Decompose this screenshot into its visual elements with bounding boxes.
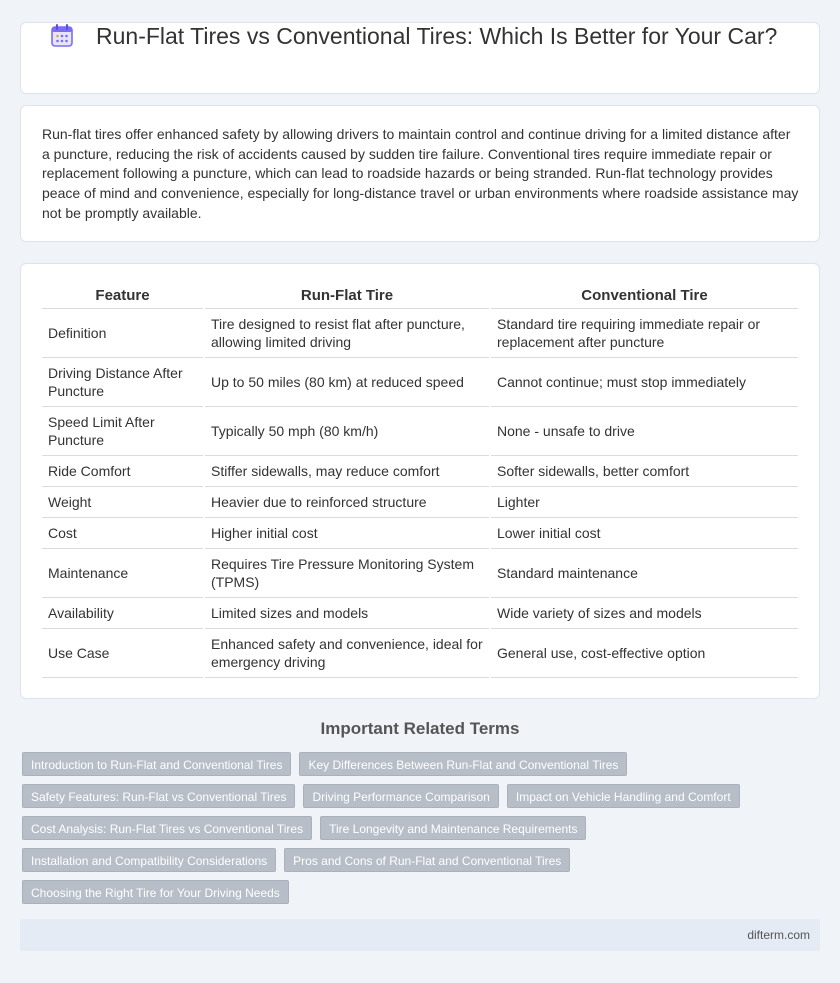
feature-cell: Use Case — [42, 628, 204, 677]
related-term-link[interactable]: Choosing the Right Tire for Your Driving Needs — [22, 880, 289, 904]
feature-cell: Definition — [42, 308, 204, 357]
comparison-card — [20, 263, 820, 699]
table-row — [42, 308, 798, 357]
table-row — [42, 597, 798, 628]
header-conventional: Conventional Tire — [490, 284, 798, 308]
related-term-link[interactable]: Driving Performance Comparison — [303, 784, 498, 808]
table-row — [42, 517, 798, 548]
related-term-link[interactable]: Introduction to Run-Flat and Conventional Tires — [22, 752, 291, 776]
conventional-cell: Standard maintenance — [490, 548, 798, 597]
related-term-link[interactable]: Installation and Compatibility Considerations — [22, 848, 276, 872]
run-flat-cell: Heavier due to reinforced structure — [204, 486, 490, 517]
feature-cell: Weight — [42, 486, 204, 517]
run-flat-cell: Requires Tire Pressure Monitoring System (TPMS) — [204, 548, 490, 597]
conventional-cell: Lower initial cost — [490, 517, 798, 548]
related-term-link[interactable]: Key Differences Between Run-Flat and Conventional Tires — [299, 752, 627, 776]
conventional-cell: Cannot continue; must stop immediately — [490, 357, 798, 406]
run-flat-cell: Enhanced safety and convenience, ideal for emergency driving — [204, 628, 490, 677]
run-flat-cell: Limited sizes and models — [204, 597, 490, 628]
footer-site-link[interactable]: difterm.com — [747, 928, 810, 942]
table-row — [42, 455, 798, 486]
feature-cell: Maintenance — [42, 548, 204, 597]
related-term-link[interactable]: Impact on Vehicle Handling and Comfort — [507, 784, 740, 808]
comparison-table — [42, 284, 798, 678]
table-row — [42, 486, 798, 517]
table-row — [42, 406, 798, 455]
page-title: Run-Flat Tires vs Conventional Tires: Which Is Better for Your Car? — [96, 23, 778, 49]
conventional-cell: Softer sidewalls, better comfort — [490, 455, 798, 486]
footer — [20, 919, 820, 951]
header-feature: Feature — [42, 284, 204, 308]
conventional-cell: Standard tire requiring immediate repair or replacement after puncture — [490, 308, 798, 357]
feature-cell: Cost — [42, 517, 204, 548]
header-run-flat: Run-Flat Tire — [204, 284, 490, 308]
table-row — [42, 548, 798, 597]
feature-cell: Ride Comfort — [42, 455, 204, 486]
related-terms-title: Important Related Terms — [320, 719, 520, 738]
run-flat-cell: Up to 50 miles (80 km) at reduced speed — [204, 357, 490, 406]
table-row — [42, 628, 798, 677]
intro-paragraph: Run-flat tires offer enhanced safety by allowing drivers to maintain control and continue driving for a limited distance after a puncture, reducing the risk of accidents caused by sudden tire failure. Conventional tires require immediate repair or replacement following a puncture, which can lead to roadside hazards or being stranded. Run-flat technology provides peace of mind and convenience, especially for long-distance travel or urban environments where roadside assistance may not be promptly available. — [42, 126, 799, 221]
conventional-cell: General use, cost-effective option — [490, 628, 798, 677]
related-terms-list — [22, 752, 822, 912]
related-term-link[interactable]: Cost Analysis: Run-Flat Tires vs Conventional Tires — [22, 816, 312, 840]
feature-cell: Driving Distance After Puncture — [42, 357, 204, 406]
calendar-icon — [48, 22, 76, 50]
feature-cell: Availability — [42, 597, 204, 628]
related-term-link[interactable]: Pros and Cons of Run-Flat and Conventional Tires — [284, 848, 570, 872]
intro-card — [20, 105, 820, 242]
related-term-link[interactable]: Tire Longevity and Maintenance Requirements — [320, 816, 586, 840]
conventional-cell: None - unsafe to drive — [490, 406, 798, 455]
conventional-cell: Lighter — [490, 486, 798, 517]
run-flat-cell: Stiffer sidewalls, may reduce comfort — [204, 455, 490, 486]
run-flat-cell: Higher initial cost — [204, 517, 490, 548]
run-flat-cell: Typically 50 mph (80 km/h) — [204, 406, 490, 455]
related-term-link[interactable]: Safety Features: Run-Flat vs Conventional Tires — [22, 784, 295, 808]
run-flat-cell: Tire designed to resist flat after puncture, allowing limited driving — [204, 308, 490, 357]
table-header-row — [42, 284, 798, 308]
feature-cell: Speed Limit After Puncture — [42, 406, 204, 455]
conventional-cell: Wide variety of sizes and models — [490, 597, 798, 628]
table-row — [42, 357, 798, 406]
